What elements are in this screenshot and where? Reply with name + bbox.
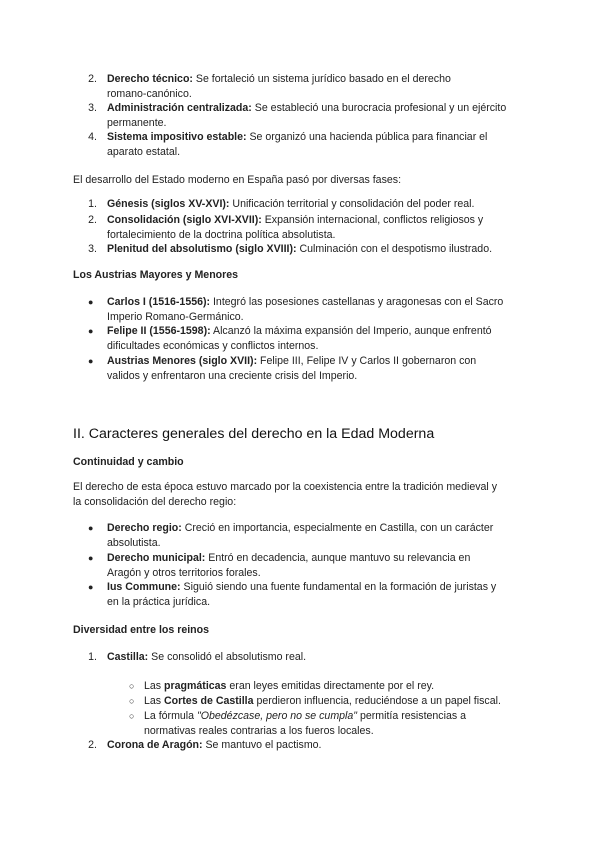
bullet-icon: ● [88, 297, 94, 307]
section-heading: Los Austrias Mayores y Menores [73, 269, 239, 281]
circle-bullet-icon: ○ [129, 696, 135, 706]
document-page: 2. Derecho técnico: Se fortaleció un sistema jurídico basado en el derecho romano-canónico. 3. Administración centralizada: Se estableció una burocracia profesional y un ejército permanente. 4. Sistema impositivo estable: Se organizó una hacienda pública para financiar el aparato estatal. El desarrollo del Estado moderno en España pasó por diversas fases: 1. Génesis (siglos XV-XVI): Unificación territorial y consolidación del poder real. 2. Consolidación (siglo XVI-XVII): Expansión internacional, conflictos religiosos y fortalecimiento de la doctrina política absolutista. 3. Plenitud del absolutismo (siglo XVIII): Culminación con el despotismo ilustrado. Los Austrias Mayores y Menores ● Carlos I (1516-1556): Integró las posesiones castellanas y aragonesas con el Sacro Imperio Romano-Germánico. ● Felipe II (1556-1598): Alcanzó la máxima expansión del Imperio, aunque enfrentó dificultades económicas y conflictos internos. ● Austrias Menores (siglo XVII): Felipe III, Felipe IV y Carlos II gobernaron con validos y enfrentaron una creciente crisis del Imperio. II. Caracteres generales del derecho en la Edad Moderna Continuidad y cambio El derecho de esta época estuvo marcado por la coexistencia entre la tradición medieval y la consolidación del derecho regio: ● Derecho regio: Creció en importancia, especialmente en Castilla, con un carácter absolutista. ● Derecho municipal: Entró en decadencia, aunque mantuvo su relevancia en Aragón y otros territorios forales. ● Ius Commune: Siguió siendo una fuente fundamental en la formación de juristas y en la práctica jurídica. Diversidad entre los reinos 1. Castilla: Se consolidó el absolutismo real. ○ Las pragmáticas eran leyes emitidas directamente por el rey. ○ Las Cortes de Castilla perdieron influencia, reduciéndose a un papel fiscal. ○ La fórmula "Obedézcase, pero no se cumpla" permitía resistencias a normativas reales contrarias a los fueros locales. 2. Corona de Aragón: Se mantuvo el pactismo. [0, 0, 600, 848]
subsection-heading: Continuidad y cambio [73, 456, 184, 468]
bullet-icon: ● [88, 582, 94, 592]
paragraph: El desarrollo del Estado moderno en España pasó por diversas fases: [73, 174, 402, 186]
subsection-heading: Diversidad entre los reinos [73, 624, 210, 636]
bullet-icon: ● [88, 553, 94, 563]
circle-bullet-icon: ○ [129, 681, 135, 691]
paragraph: El derecho de esta época estuvo marcado por la coexistencia entre la tradición medieval y la consolidación del derecho regio: [73, 481, 497, 508]
bullet-icon: ● [88, 356, 94, 366]
bullet-icon: ● [88, 523, 94, 533]
section-title: II. Caracteres generales del derecho en la Edad Moderna [73, 426, 435, 442]
bullet-icon: ● [88, 326, 94, 336]
circle-bullet-icon: ○ [129, 711, 135, 721]
